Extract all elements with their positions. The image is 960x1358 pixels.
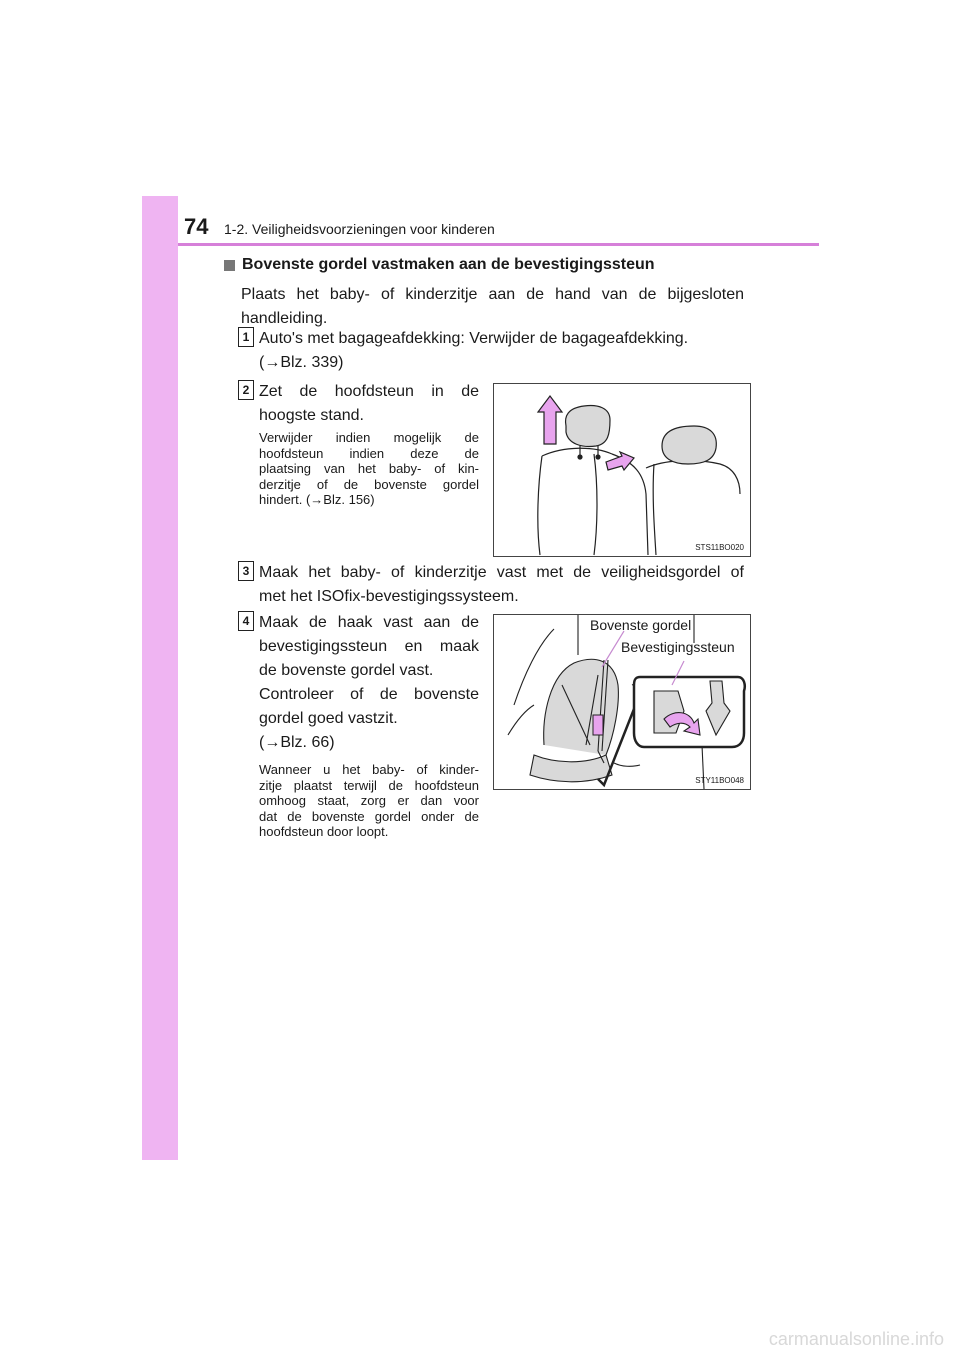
step-4-note-1: Wanneer u het baby- of kinder- (259, 762, 479, 777)
step-2-line-1: Zet de hoofdsteun in de (259, 383, 479, 400)
step-number-1: 1 (238, 327, 254, 347)
square-bullet-icon (224, 260, 235, 271)
figure-2-code: STY11BO048 (695, 776, 744, 785)
up-arrow-icon (538, 396, 562, 444)
step-4-line-2: bevestigingssteun en maak (259, 638, 479, 655)
step-4-line-5: gordel goed vastzit. (259, 710, 398, 727)
step-2-note-4: derzitje of de bovenste gordel (259, 476, 479, 492)
footer-watermark (769, 1329, 944, 1350)
side-color-band (142, 196, 178, 1160)
section-title-text: Bovenste gordel vastmaken aan de bevestigingssteun (242, 256, 655, 273)
figure-top-tether (493, 614, 751, 790)
step-number-2: 2 (238, 380, 254, 400)
step-4-note-3: omhoog staat, zorg er dan voor (259, 793, 479, 808)
step-number-3: 3 (238, 561, 254, 581)
step-4-note-4: dat de bovenste gordel onder de (259, 808, 479, 824)
step-3-line-2: met het ISOfix-bevestigingssysteem. (259, 588, 519, 605)
step-4-line-1: Maak de haak vast aan de (259, 614, 479, 631)
step-3-line-1: Maak het baby- of kinderzitje vast met de veiligheidsgordel of (259, 564, 744, 581)
footer-site-b: online.info (861, 1329, 944, 1349)
step-4-line-3: de bovenste gordel vast. (259, 662, 434, 679)
figure-headrest-raise (493, 383, 751, 557)
intro-line-1: Plaats het baby- of kinderzitje aan de hand van de bijgesloten (241, 286, 744, 303)
step-1-line-1: Auto's met bagageafdekking: Verwijder de bagageafdekking. (259, 330, 689, 347)
page-number: 74 (184, 214, 209, 239)
step-2-note-5: hindert. (→Blz. 156) (259, 492, 375, 507)
step-2-note-3: plaatsing van het baby- of kin- (259, 461, 479, 476)
running-header: 1-2. Veiligheidsvoorzieningen voor kinderen (224, 221, 495, 237)
step-4-line-4: Controleer of de bovenste (259, 686, 479, 703)
step-4-note-5: hoofdsteun door loopt. (259, 824, 389, 839)
step-2-line-2: hoogste stand. (259, 407, 364, 424)
step-2-note-2: hoofdsteun indien deze de (259, 445, 479, 461)
header-rule (178, 243, 819, 246)
step-2-note-1: Verwijder indien mogelijk de (259, 430, 479, 445)
label-top-tether: Bovenste gordel (590, 617, 692, 633)
label-anchor: Bevestigingssteun (621, 639, 735, 655)
step-number-4: 4 (238, 611, 254, 631)
push-arrow-icon (606, 452, 634, 470)
step-4-note-2: zitje plaatst terwijl de hoofdsteun (259, 777, 479, 793)
step-4-line-6: (→Blz. 66) (259, 734, 335, 751)
intro-line-2: handleiding. (241, 310, 328, 327)
footer-site-a: carmanuals (768, 1329, 862, 1349)
headrest-illustration (494, 384, 750, 556)
section-title (224, 256, 655, 274)
figure-1-code: STS11BO020 (695, 543, 744, 552)
step-1-line-2: (→Blz. 339) (259, 354, 344, 371)
